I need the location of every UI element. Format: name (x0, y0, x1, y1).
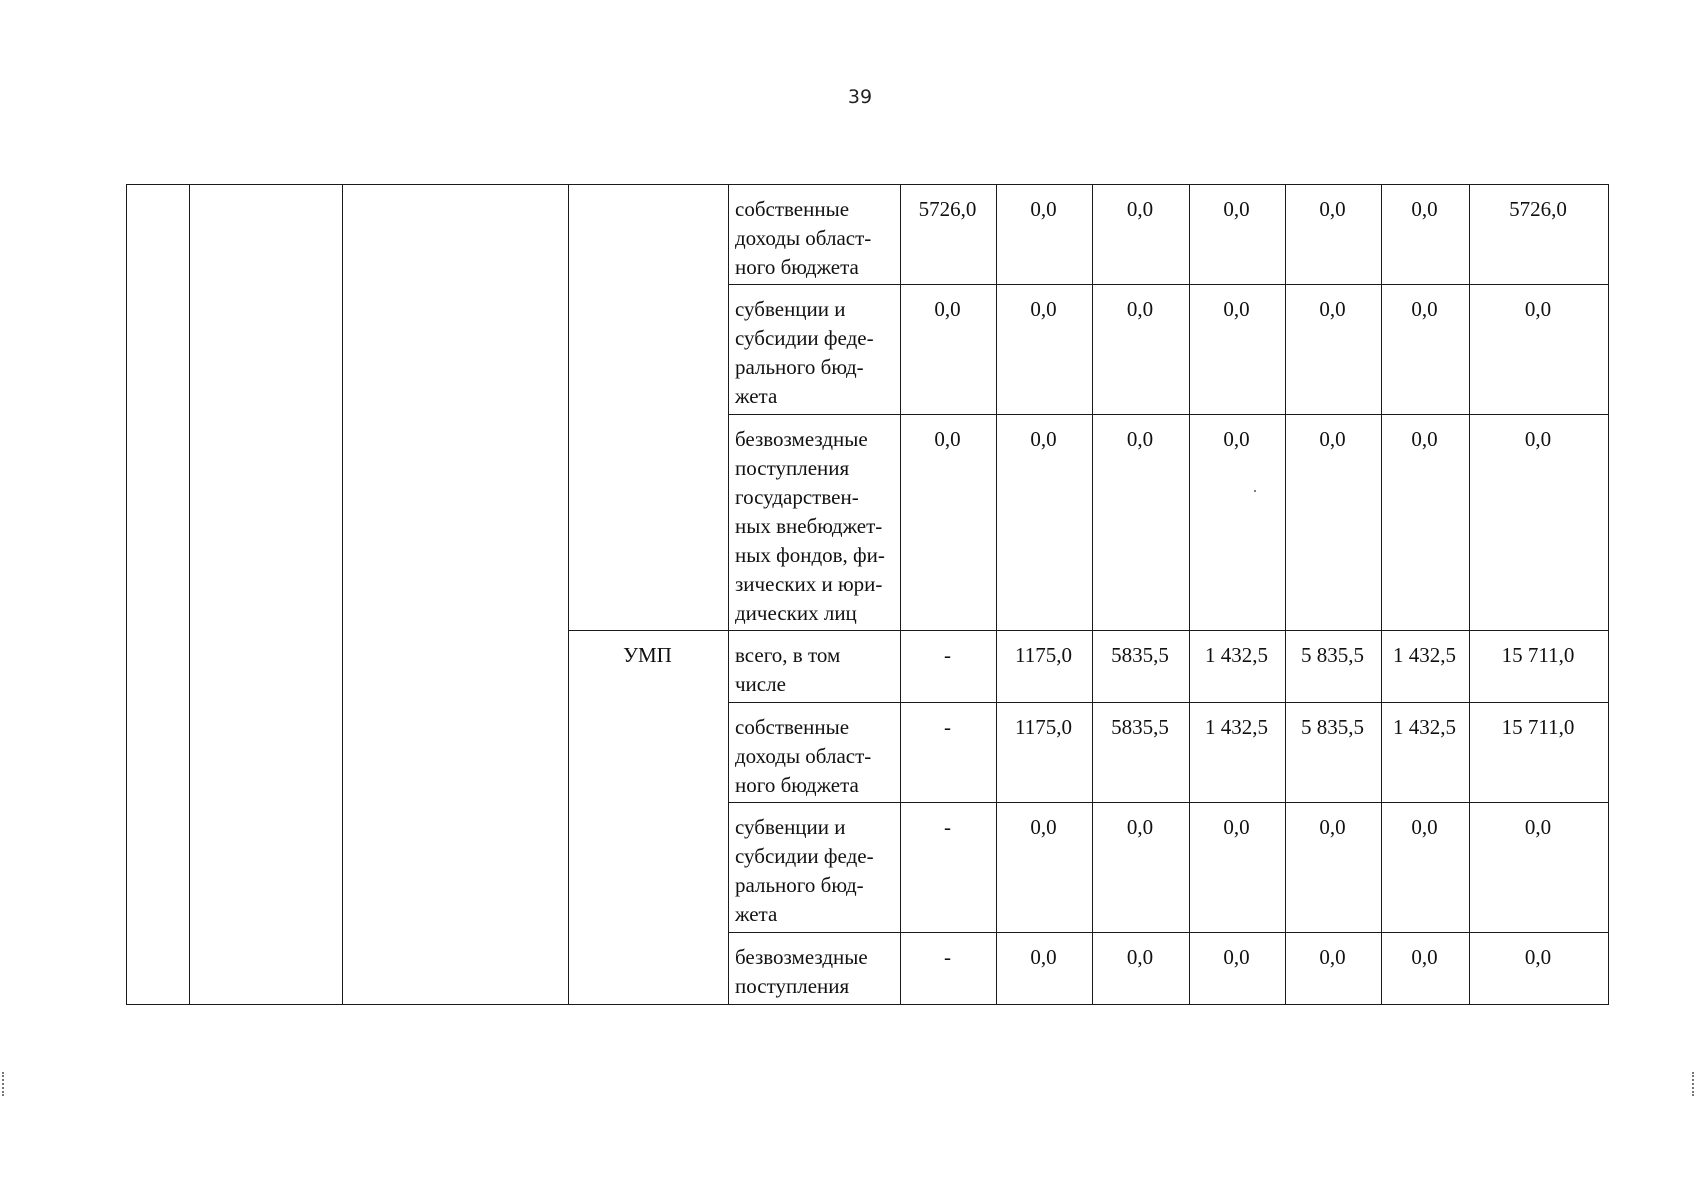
value-cell: 5 835,5 (1286, 631, 1382, 703)
value-cell: 0,0 (1382, 933, 1470, 1005)
value-cell: 0,0 (1093, 803, 1190, 933)
total-cell: 0,0 (1470, 415, 1609, 631)
value-cell: 0,0 (1093, 185, 1190, 285)
value-cell: 5835,5 (1093, 703, 1190, 803)
scan-speck (1254, 490, 1256, 492)
value-cell: 1 432,5 (1190, 631, 1286, 703)
value-cell: 0,0 (1382, 185, 1470, 285)
program-name-cell (190, 185, 343, 1005)
funding-source-cell: безвозмездные поступления государствен-ных внебюджет-ных фондов, фи-зических и юри-дических лиц (729, 415, 901, 631)
value-cell: 1175,0 (997, 703, 1093, 803)
value-cell: 1 432,5 (1382, 703, 1470, 803)
total-cell: 0,0 (1470, 285, 1609, 415)
funding-source-cell: субвенции и субсидии феде-рального бюд-жета (729, 803, 901, 933)
value-cell: 5 835,5 (1286, 703, 1382, 803)
value-cell: 0,0 (997, 285, 1093, 415)
value-cell: 1 432,5 (1190, 703, 1286, 803)
scan-edge-mark (1692, 1072, 1696, 1096)
value-cell: 0,0 (1286, 285, 1382, 415)
value-cell: - (901, 803, 997, 933)
total-cell: 15 711,0 (1470, 631, 1609, 703)
value-cell: 0,0 (1190, 803, 1286, 933)
value-cell: 5835,5 (1093, 631, 1190, 703)
value-cell: 0,0 (1190, 185, 1286, 285)
value-cell: 0,0 (997, 185, 1093, 285)
value-cell: 0,0 (901, 285, 997, 415)
value-cell: - (901, 933, 997, 1005)
executor-cell (569, 185, 729, 631)
value-cell: 0,0 (1382, 803, 1470, 933)
value-cell: 0,0 (1382, 415, 1470, 631)
budget-table (126, 184, 1609, 1005)
value-cell: 0,0 (901, 415, 997, 631)
value-cell: - (901, 631, 997, 703)
value-cell: 0,0 (1190, 933, 1286, 1005)
funding-source-cell: всего, в том числе (729, 631, 901, 703)
value-cell: - (901, 703, 997, 803)
value-cell: 0,0 (1093, 933, 1190, 1005)
value-cell: 0,0 (1286, 803, 1382, 933)
total-cell: 15 711,0 (1470, 703, 1609, 803)
value-cell: 0,0 (1190, 415, 1286, 631)
value-cell: 0,0 (1190, 285, 1286, 415)
value-cell: 0,0 (1093, 285, 1190, 415)
scan-edge-mark (2, 1072, 6, 1096)
value-cell: 0,0 (997, 415, 1093, 631)
funding-source-cell: собственные доходы област-ного бюджета (729, 185, 901, 285)
activity-name-cell (343, 185, 569, 1005)
value-cell: 1175,0 (997, 631, 1093, 703)
funding-source-cell: собственные доходы област-ного бюджета (729, 703, 901, 803)
value-cell: 0,0 (1286, 933, 1382, 1005)
total-cell: 0,0 (1470, 803, 1609, 933)
value-cell: 0,0 (1286, 415, 1382, 631)
value-cell: 0,0 (997, 933, 1093, 1005)
value-cell: 0,0 (997, 803, 1093, 933)
value-cell: 5726,0 (901, 185, 997, 285)
total-cell: 5726,0 (1470, 185, 1609, 285)
funding-source-cell: безвозмездные поступления (729, 933, 901, 1005)
value-cell: 0,0 (1382, 285, 1470, 415)
executor-cell-ump: УМП (569, 631, 729, 1005)
value-cell: 1 432,5 (1382, 631, 1470, 703)
page-number: 39 (847, 86, 873, 108)
value-cell: 0,0 (1286, 185, 1382, 285)
table-row (127, 185, 1609, 285)
total-cell: 0,0 (1470, 933, 1609, 1005)
row-number-cell (127, 185, 190, 1005)
value-cell: 0,0 (1093, 415, 1190, 631)
funding-source-cell: субвенции и субсидии феде-рального бюд-жета (729, 285, 901, 415)
